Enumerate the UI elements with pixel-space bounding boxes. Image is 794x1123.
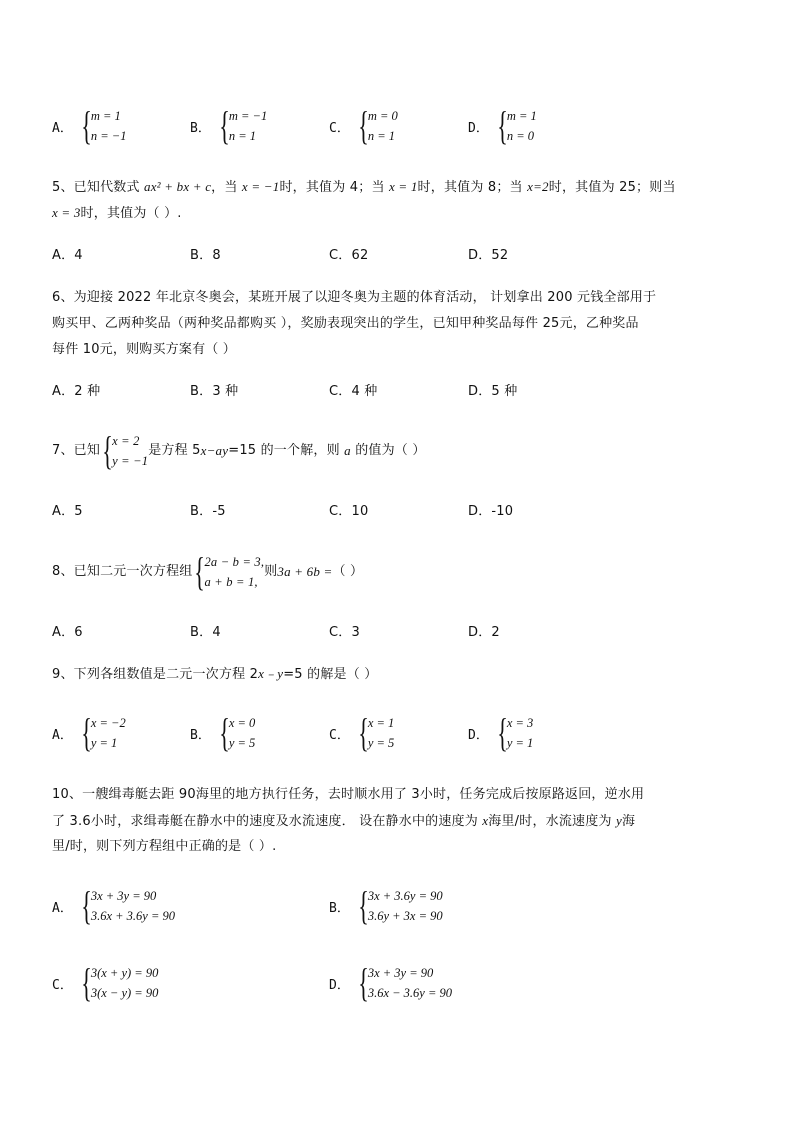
math-expression: x: [482, 813, 489, 828]
equation-system: [217, 103, 268, 148]
q10-stem-line3: 里/时，则下列方程组中正确的是（ ）.: [52, 839, 277, 854]
stem-text: 海里/时，水流速度为: [488, 814, 612, 829]
q4-option-d[interactable]: [468, 103, 537, 148]
system-row: 3.6y + 3x = 90: [367, 909, 443, 923]
q7-option-a[interactable]: A．5: [52, 504, 83, 519]
brace-icon: {: [81, 883, 92, 928]
system-row: n = 1: [367, 129, 396, 143]
q8-option-c[interactable]: C．3: [329, 625, 360, 640]
option-label: A．: [52, 727, 73, 743]
system-row: x = 0: [228, 716, 256, 730]
option-label: A．: [52, 120, 73, 136]
system-row: 3x + 3y = 90: [367, 966, 434, 980]
stem-text: 则: [264, 564, 278, 579]
option-label: D．: [329, 977, 350, 993]
stem-text: 时，其值为（ ）.: [80, 206, 182, 221]
option-label: B．: [190, 120, 211, 136]
math-expression: 3a + 6b =: [277, 564, 333, 579]
math-expression: y: [616, 813, 622, 828]
q8-option-a[interactable]: A．6: [52, 625, 83, 640]
brace-icon: {: [497, 710, 508, 755]
brace-icon: {: [358, 710, 369, 755]
stem-text: 的值为（ ）: [355, 443, 426, 458]
equation-system: [495, 103, 537, 148]
equation-system: [217, 710, 256, 755]
brace-icon: {: [102, 428, 114, 473]
q5-option-a[interactable]: A．4: [52, 248, 83, 263]
system-row: 3.6x − 3.6y = 90: [367, 986, 453, 1000]
system-row: m = 0: [367, 109, 398, 123]
system-row: x = 1: [367, 716, 395, 730]
q6-option-a[interactable]: A．2 种: [52, 384, 101, 399]
system-row: m = −1: [228, 109, 268, 123]
stem-text: 时，其值为 25；则当: [548, 180, 676, 195]
option-label: C．: [329, 120, 350, 136]
option-label: C．: [329, 727, 350, 743]
system-row: 3(x − y) = 90: [90, 986, 159, 1000]
system-row: y = −1: [112, 454, 149, 468]
math-expression: x = −1: [241, 179, 280, 194]
q6-stem-line3: 每件 10元，则购买方案有（ ）: [52, 342, 237, 357]
q9-option-d[interactable]: [468, 710, 534, 755]
math-expression: ax² + bx + c: [144, 179, 212, 194]
q7-option-c[interactable]: C．10: [329, 504, 369, 519]
brace-icon: {: [358, 960, 369, 1005]
option-label: C．: [52, 977, 73, 993]
q8-option-d[interactable]: D．2: [468, 625, 500, 640]
math-expression: x﹣y: [258, 666, 284, 681]
equation-system: [495, 710, 534, 755]
q10-stem-line1: 10、一艘缉毒艇去距 90海里的地方执行任务，去时顺水用了 3小时，任务完成后按原路返回，逆水用: [52, 787, 645, 802]
stem-text: 9、下列各组数值是二元一次方程 2: [52, 667, 259, 682]
brace-icon: {: [81, 710, 92, 755]
system-row: x = −2: [90, 716, 126, 730]
stem-text: 是方程 5: [148, 443, 201, 458]
equation-system: [192, 549, 265, 594]
q5-stem-line1: [52, 178, 676, 197]
option-label: B．: [190, 727, 211, 743]
q8-option-b[interactable]: B．4: [190, 625, 221, 640]
brace-icon: {: [194, 549, 206, 594]
q7-option-d[interactable]: D．-10: [468, 504, 514, 519]
stem-text: =15 的一个解，则: [228, 443, 340, 458]
brace-icon: {: [358, 883, 369, 928]
math-expression: x−ay: [200, 443, 229, 458]
q4-option-b[interactable]: [190, 103, 268, 148]
system-row: x = 2: [112, 434, 140, 448]
equation-system: [79, 710, 126, 755]
stem-text: 5、已知代数式: [52, 180, 140, 195]
system-row: a + b = 1,: [204, 575, 258, 589]
equation-system: [356, 883, 443, 928]
equation-system: [356, 103, 398, 148]
system-row: 3.6x + 3.6y = 90: [90, 909, 176, 923]
q6-stem-line2: 购买甲、乙两种奖品（两种奖品都购买 ），奖励表现突出的学生，已知甲种奖品每件 25元，乙种奖品: [52, 316, 639, 331]
equation-system: [356, 710, 395, 755]
q7-stem: [52, 428, 426, 473]
q5-option-b[interactable]: B．8: [190, 248, 221, 263]
stem-text: （ ）: [332, 564, 364, 579]
brace-icon: {: [81, 960, 92, 1005]
system-row: m = 1: [506, 109, 537, 123]
equation-system: [79, 960, 159, 1005]
option-label: A．: [52, 900, 73, 916]
q6-stem-line1: 6、为迎接 2022 年北京冬奥会，某班开展了以迎冬奥为主题的体育活动， 计划拿出 200 元钱全部用于: [52, 290, 657, 305]
q10-option-a[interactable]: [52, 883, 176, 928]
q9-stem: [52, 665, 377, 684]
q10-stem-line2: [52, 812, 635, 831]
q8-stem: [52, 549, 364, 594]
q9-option-c[interactable]: [329, 710, 395, 755]
q6-option-d[interactable]: D．5 种: [468, 384, 518, 399]
stem-text: 海: [622, 814, 636, 829]
option-label: D．: [468, 727, 489, 743]
q5-stem-line2: [52, 204, 182, 223]
option-label: B．: [329, 900, 350, 916]
stem-text: 时，其值为 8；当: [417, 180, 523, 195]
q10-option-c[interactable]: [52, 960, 159, 1005]
stem-text: =5 的解是（ ）: [283, 667, 378, 682]
option-label: D．: [468, 120, 489, 136]
q10-option-b[interactable]: [329, 883, 443, 928]
stem-text: 时，其值为 4；当: [279, 180, 385, 195]
q4-option-a[interactable]: [52, 103, 127, 148]
system-row: 3x + 3y = 90: [90, 889, 157, 903]
q9-option-a[interactable]: [52, 710, 126, 755]
brace-icon: {: [358, 103, 369, 148]
brace-icon: {: [219, 710, 230, 755]
system-row: y = 5: [228, 736, 256, 750]
system-row: y = 1: [506, 736, 534, 750]
system-row: y = 1: [90, 736, 118, 750]
q5-option-c[interactable]: C．62: [329, 248, 369, 263]
system-row: y = 5: [367, 736, 395, 750]
system-row: 3(x + y) = 90: [90, 966, 159, 980]
math-expression: x=2: [527, 179, 549, 194]
brace-icon: {: [497, 103, 508, 148]
q10-option-d[interactable]: [329, 960, 453, 1005]
equation-system: [356, 960, 453, 1005]
equation-system: [79, 883, 176, 928]
stem-text: 了 3.6小时，求缉毒艇在静水中的速度及水流速度． 设在静水中的速度为: [52, 814, 478, 829]
q4-option-c[interactable]: [329, 103, 398, 148]
system-row: n = 1: [228, 129, 257, 143]
stem-text: 8、已知二元一次方程组: [52, 564, 193, 579]
system-row: m = 1: [90, 109, 121, 123]
stem-text: 7、已知: [52, 443, 101, 458]
stem-text: ，当: [211, 180, 238, 195]
brace-icon: {: [219, 103, 230, 148]
q9-option-b[interactable]: [190, 710, 256, 755]
system-row: 2a − b = 3,: [204, 555, 265, 569]
math-expression: x = 1: [389, 179, 418, 194]
q7-option-b[interactable]: B．-5: [190, 504, 226, 519]
q5-option-d[interactable]: D．52: [468, 248, 509, 263]
system-row: n = 0: [506, 129, 535, 143]
math-expression: x = 3: [52, 205, 81, 220]
brace-icon: {: [81, 103, 92, 148]
math-expression: a: [344, 443, 351, 458]
equation-system: [79, 103, 127, 148]
q6-option-b[interactable]: B．3 种: [190, 384, 239, 399]
system-row: x = 3: [506, 716, 534, 730]
system-row: 3x + 3.6y = 90: [367, 889, 443, 903]
system-row: n = −1: [90, 129, 127, 143]
q6-option-c[interactable]: C．4 种: [329, 384, 378, 399]
equation-system: [100, 428, 149, 473]
